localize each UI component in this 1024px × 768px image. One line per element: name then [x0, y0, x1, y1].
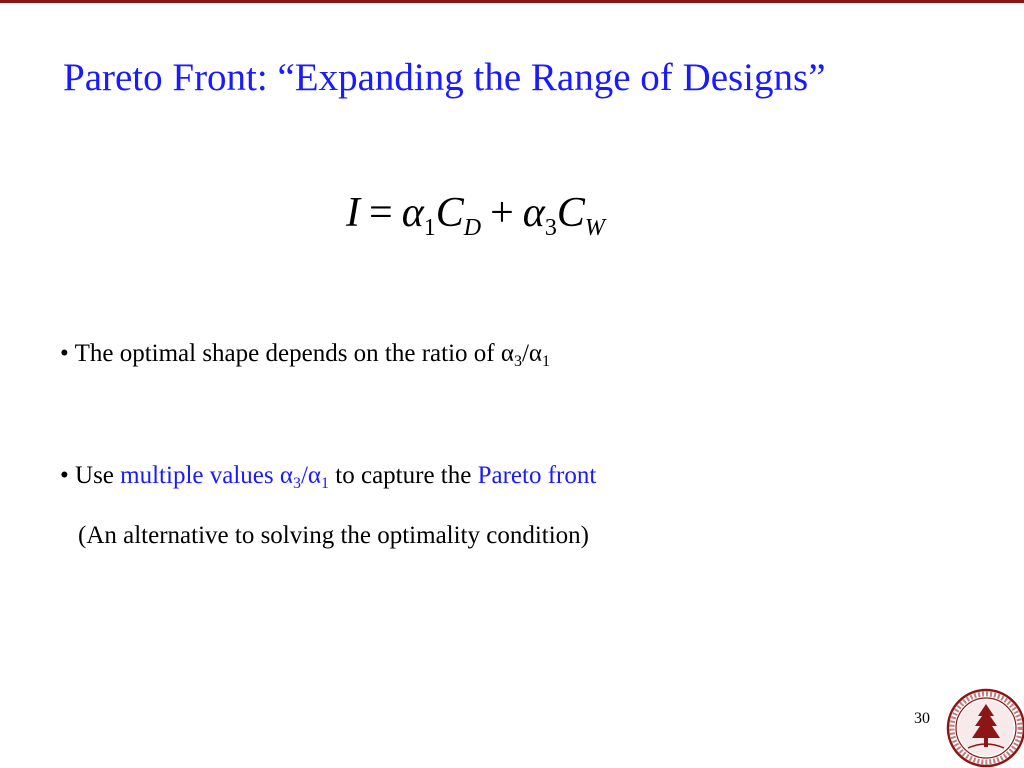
- stanford-seal-icon: [946, 688, 1024, 768]
- slide-title: Pareto Front: “Expanding the Range of Designs”: [63, 56, 826, 99]
- bullet-2-sub-1: 1: [321, 475, 330, 492]
- eq-c-weight-sub: W: [584, 215, 605, 241]
- bullet-1-sub-1: 1: [542, 353, 551, 370]
- bullet-2-highlight-multiple-values: multiple values: [120, 462, 274, 489]
- page-number: 30: [914, 710, 930, 727]
- bullet-1-alpha-1: α: [528, 340, 543, 367]
- eq-plus: +: [490, 190, 514, 236]
- eq-c-drag: C: [435, 190, 464, 236]
- eq-alpha-1-sub: 1: [423, 215, 436, 241]
- bullet-2-middle: to capture the: [335, 462, 472, 489]
- eq-alpha-3-sub: 3: [544, 215, 557, 241]
- bullet-marker: •: [60, 462, 69, 489]
- bullet-2-ratio: [279, 462, 330, 492]
- bullet-2-alpha-1: α: [307, 462, 322, 489]
- eq-lhs: I: [346, 190, 360, 236]
- eq-equals: =: [369, 190, 393, 236]
- eq-alpha-3: α: [522, 190, 545, 236]
- bullet-2-slash: /: [300, 462, 308, 489]
- bullet-marker: •: [60, 340, 69, 367]
- bullet-2-sub-3: 3: [292, 475, 301, 492]
- bullet-2-highlight-pareto-front: Pareto front: [477, 462, 597, 489]
- objective-equation: [346, 185, 605, 241]
- bullet-1-alpha-3: α: [500, 340, 514, 367]
- bullet-2-use: Use: [75, 462, 114, 489]
- bullet-1-sub-3: 3: [513, 353, 522, 370]
- top-rule: [0, 0, 1024, 3]
- eq-c-weight: C: [556, 190, 585, 236]
- bullet-2-alpha-3: α: [279, 462, 293, 489]
- bullet-1-text: The optimal shape depends on the ratio of: [74, 340, 495, 367]
- alternative-note: (An alternative to solving the optimality condition): [78, 522, 590, 549]
- bullet-1-slash: /: [521, 340, 529, 367]
- bullet-multiple-values: [60, 460, 596, 492]
- eq-c-drag-sub: D: [463, 215, 482, 241]
- bullet-optimal-shape: [60, 338, 550, 370]
- eq-alpha-1: α: [401, 190, 424, 236]
